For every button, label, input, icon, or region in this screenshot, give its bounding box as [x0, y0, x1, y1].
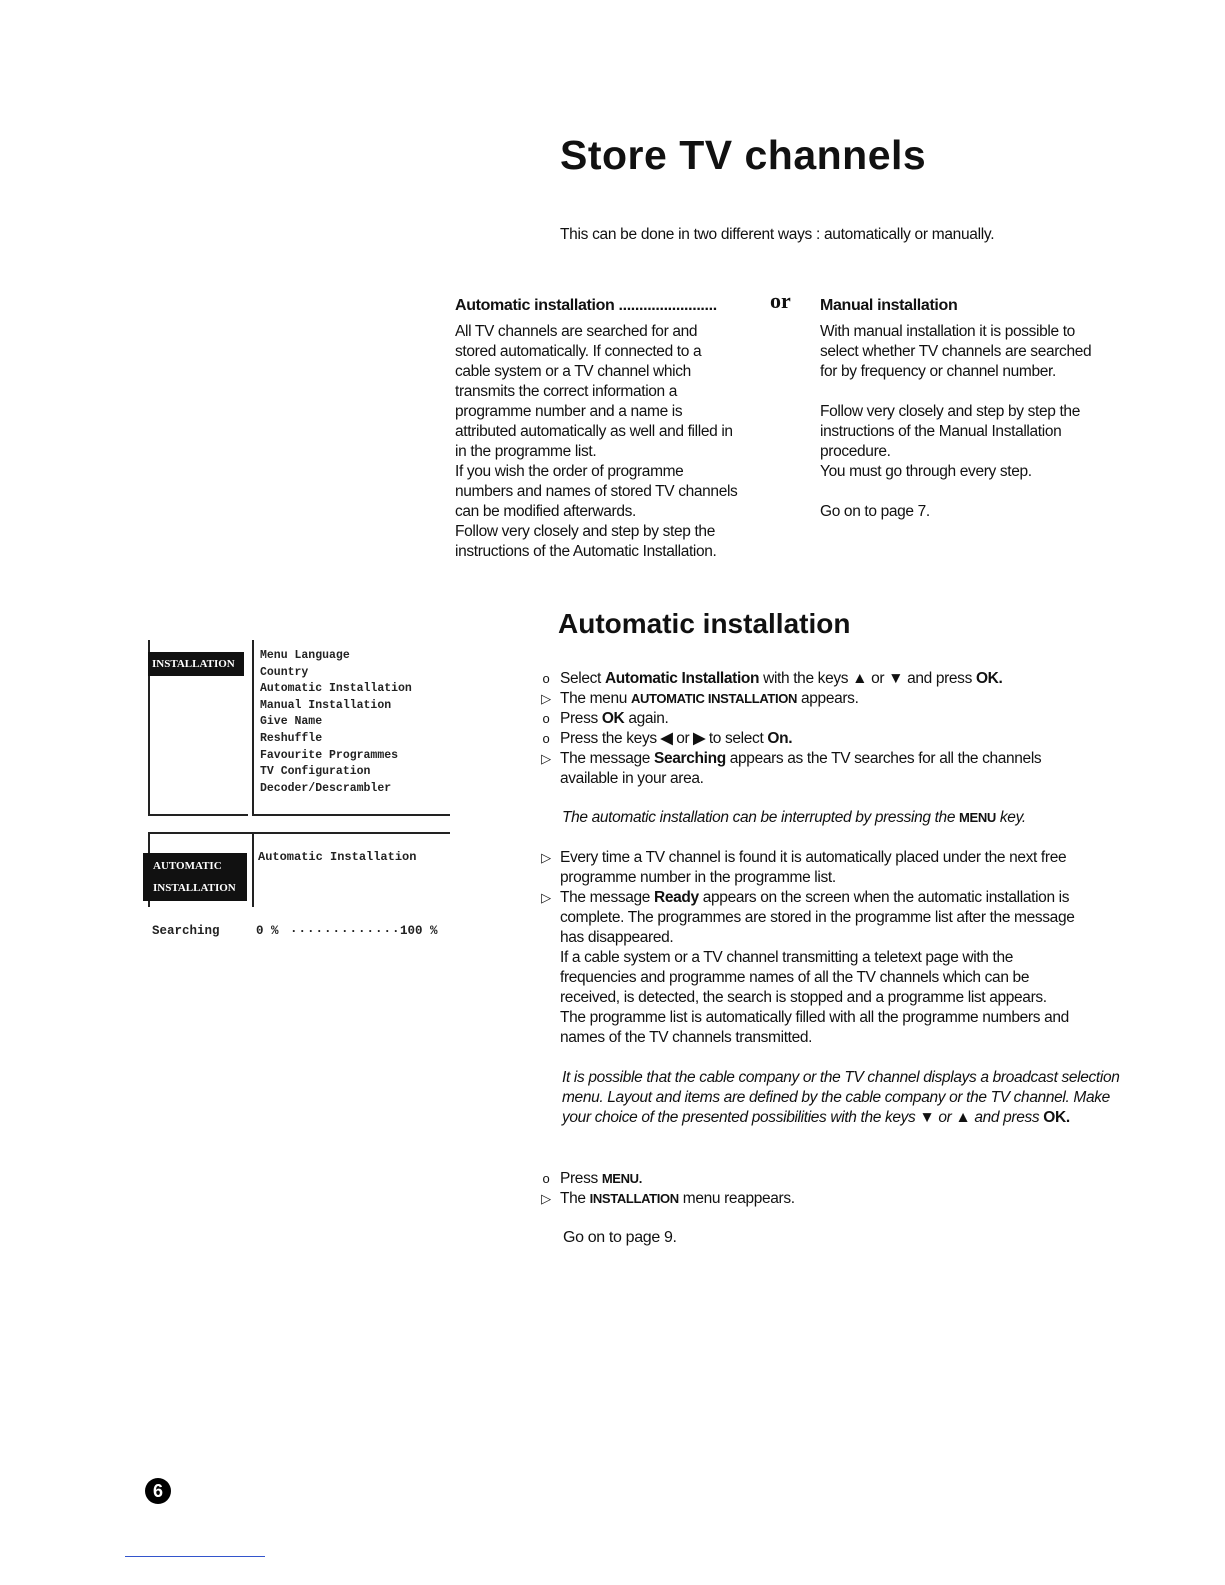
step-line — [538, 968, 1138, 988]
step-line — [538, 729, 1138, 749]
step-text: It is possible that the cable company or the TV channel displays a broadcast selection — [562, 1069, 1120, 1086]
text-line: With manual installation it is possible to — [820, 323, 1075, 340]
step-text: ◀ — [660, 730, 673, 747]
step-text: OK. — [1043, 1109, 1070, 1126]
or-label: or — [770, 288, 791, 313]
goto-page: Go on to page 9. — [563, 1229, 677, 1246]
manual-column-heading: Manual installation — [820, 297, 958, 314]
step-text: your choice of the presented possibilities with the keys — [562, 1109, 920, 1126]
step-line — [538, 769, 1138, 789]
step-text: If a cable system or a TV channel transmitting a teletext page with the — [560, 949, 1014, 966]
text-line: Follow very closely and step by step the — [820, 403, 1080, 420]
step-text: names of the TV channels transmitted. — [560, 1029, 813, 1046]
step-text: and press — [970, 1109, 1044, 1126]
step-text: MENU. — [601, 1171, 642, 1186]
step-line — [540, 1068, 1140, 1088]
progress-start: 0 % — [256, 924, 279, 938]
step-text: The — [560, 1190, 590, 1207]
text-line: programme number and a name is — [455, 403, 683, 420]
underline-link — [125, 1556, 265, 1557]
menu-item: Reshuffle — [260, 731, 323, 745]
step-text: Press the keys — [560, 730, 661, 747]
step-text: ▲ — [852, 670, 868, 687]
searching-status: Searching — [152, 924, 220, 938]
text-line: instructions of the Automatic Installation. — [455, 543, 717, 560]
text-line: Follow very closely and step by step the — [455, 523, 715, 540]
automatic-column — [455, 296, 775, 562]
menu2-label — [143, 853, 247, 901]
step-text: appears as the TV searches for all the channels — [725, 750, 1042, 767]
step-text: frequencies and programme names of all the TV channels which can be — [560, 969, 1030, 986]
step-line — [538, 948, 1138, 968]
menu1-frame — [252, 814, 450, 816]
step-line — [538, 848, 1138, 868]
menu-item: Country — [260, 665, 309, 679]
step-text: to select — [704, 730, 768, 747]
bullet-circle-icon: o — [542, 1171, 550, 1186]
step-text: Searching — [654, 750, 726, 767]
step-text: The programme list is automatically filled with all the programme numbers and — [560, 1009, 1069, 1026]
bullet-circle-icon: o — [542, 711, 550, 726]
menu1-frame — [148, 814, 248, 816]
step-text: appears. — [797, 690, 859, 707]
step-text: ▼ — [919, 1109, 935, 1126]
step-text: OK. — [975, 670, 1003, 687]
menu-item: Decoder/Descrambler — [260, 781, 392, 795]
step-text: complete. The programmes are stored in the programme list after the message — [560, 909, 1075, 926]
step-text: Every time a TV channel is found it is automatically placed under the next free — [560, 849, 1067, 866]
menu2-item: Automatic Installation — [258, 850, 417, 864]
menu1-label: INSTALLATION — [148, 652, 244, 676]
triangle-pointer-icon: ▷ — [541, 751, 551, 766]
triangle-pointer-icon: ▷ — [541, 890, 551, 905]
text-line: in the programme list. — [455, 443, 597, 460]
bullet-circle-icon: o — [542, 731, 550, 746]
text-line: for by frequency or channel number. — [820, 363, 1056, 380]
step-text: Select — [560, 670, 605, 687]
step-text: The message — [560, 889, 655, 906]
menu-item: Automatic Installation — [260, 682, 412, 696]
cable-note — [540, 1068, 1140, 1128]
step-text: received, is detected, the search is stopped and a programme list appears. — [560, 989, 1047, 1006]
menu2-frame — [148, 832, 450, 834]
text-line: attributed automatically as well and filled in — [455, 423, 733, 440]
step-text: The message — [560, 750, 655, 767]
step-text: INSTALLATION — [589, 1191, 679, 1206]
triangle-pointer-icon: ▷ — [541, 850, 551, 865]
menu-item: Give Name — [260, 715, 323, 729]
step-text: menu reappears. — [678, 1190, 795, 1207]
steps-list-3 — [538, 1169, 1138, 1209]
text-line: can be modified afterwards. — [455, 503, 636, 520]
step-text: Press — [560, 1170, 602, 1187]
step-text: Ready — [654, 889, 699, 906]
step-text: programme number in the programme list. — [560, 869, 836, 886]
menu-item: Favourite Programmes — [260, 748, 399, 762]
step-text: or — [867, 670, 889, 687]
steps-list-2 — [538, 848, 1138, 1048]
text-line: Go on to page 7. — [820, 503, 930, 520]
menu1-items — [260, 648, 412, 797]
step-text: has disappeared. — [560, 929, 674, 946]
interrupt-note — [540, 808, 1140, 828]
text-line: stored automatically. If connected to a — [455, 343, 702, 360]
note-text: key. — [995, 809, 1026, 826]
menu2-frame — [252, 832, 254, 907]
menu-item: TV Configuration — [260, 765, 371, 779]
step-line — [538, 689, 1138, 709]
step-text: Automatic Installation — [604, 670, 760, 687]
step-text: ▲ — [955, 1109, 971, 1126]
menu1-frame — [252, 640, 254, 816]
section-title: Automatic installation — [558, 608, 851, 639]
triangle-pointer-icon: ▷ — [541, 691, 551, 706]
note-text: The automatic installation can be interrupted by pressing the — [562, 809, 960, 826]
step-text: or — [934, 1109, 956, 1126]
step-text: appears on the screen when the automatic installation is — [698, 889, 1070, 906]
automatic-column-body — [455, 322, 775, 562]
page-number: 6 — [145, 1478, 171, 1504]
step-line — [538, 928, 1138, 948]
text-line: cable system or a TV channel which — [455, 363, 691, 380]
text-line: All TV channels are searched for and — [455, 323, 698, 340]
menu-item: Manual Installation — [260, 698, 392, 712]
step-text: OK — [601, 710, 625, 727]
text-line: procedure. — [820, 443, 891, 460]
step-line — [538, 1028, 1138, 1048]
steps-list-1 — [538, 669, 1138, 789]
step-text: The menu — [560, 690, 631, 707]
step-text: with the keys — [759, 670, 853, 687]
step-line — [538, 1008, 1138, 1028]
note-line — [540, 808, 1140, 828]
step-line — [538, 868, 1138, 888]
step-text: again. — [624, 710, 669, 727]
menu-item: Menu Language — [260, 649, 350, 662]
step-line — [538, 1189, 1138, 1209]
step-line — [538, 1169, 1138, 1189]
manual-column-body — [820, 322, 1150, 522]
step-text: and press — [903, 670, 976, 687]
page-title: Store TV channels — [560, 132, 927, 178]
menu2-label-line2: INSTALLATION — [153, 882, 236, 894]
text-line: You must go through every step. — [820, 463, 1032, 480]
step-line — [538, 888, 1138, 908]
progress-end: 100 % — [400, 924, 438, 938]
progress-bar: .............. — [290, 922, 410, 936]
menu2-label-line1: AUTOMATIC — [153, 860, 222, 872]
step-text: or — [672, 730, 694, 747]
text-line: numbers and names of stored TV channels — [455, 483, 738, 500]
step-line — [538, 749, 1138, 769]
text-line — [820, 482, 1150, 502]
text-line: transmits the correct information a — [455, 383, 678, 400]
triangle-pointer-icon: ▷ — [541, 1191, 551, 1206]
step-line — [540, 1108, 1140, 1128]
step-line — [538, 709, 1138, 729]
text-line — [820, 382, 1150, 402]
note-text: MENU — [959, 810, 996, 825]
text-line: instructions of the Manual Installation — [820, 423, 1062, 440]
step-text: menu. Layout and items are defined by the cable company or the TV channel. Make — [562, 1089, 1110, 1106]
text-line: select whether TV channels are searched — [820, 343, 1092, 360]
step-line — [538, 669, 1138, 689]
step-line — [540, 1088, 1140, 1108]
bullet-circle-icon: o — [542, 671, 550, 686]
step-text: On. — [767, 730, 793, 747]
step-text: Press — [560, 710, 602, 727]
manual-column — [820, 296, 1150, 522]
step-text: ▼ — [888, 670, 904, 687]
step-line — [538, 988, 1138, 1008]
text-line: If you wish the order of programme — [455, 463, 684, 480]
automatic-column-heading: Automatic installation ........................ — [455, 297, 717, 314]
step-text: ▶ — [693, 730, 705, 747]
step-text: available in your area. — [560, 770, 704, 787]
intro-text: This can be done in two different ways : automatically or manually. — [560, 226, 995, 243]
step-line — [538, 908, 1138, 928]
step-text: AUTOMATIC INSTALLATION — [630, 691, 798, 706]
